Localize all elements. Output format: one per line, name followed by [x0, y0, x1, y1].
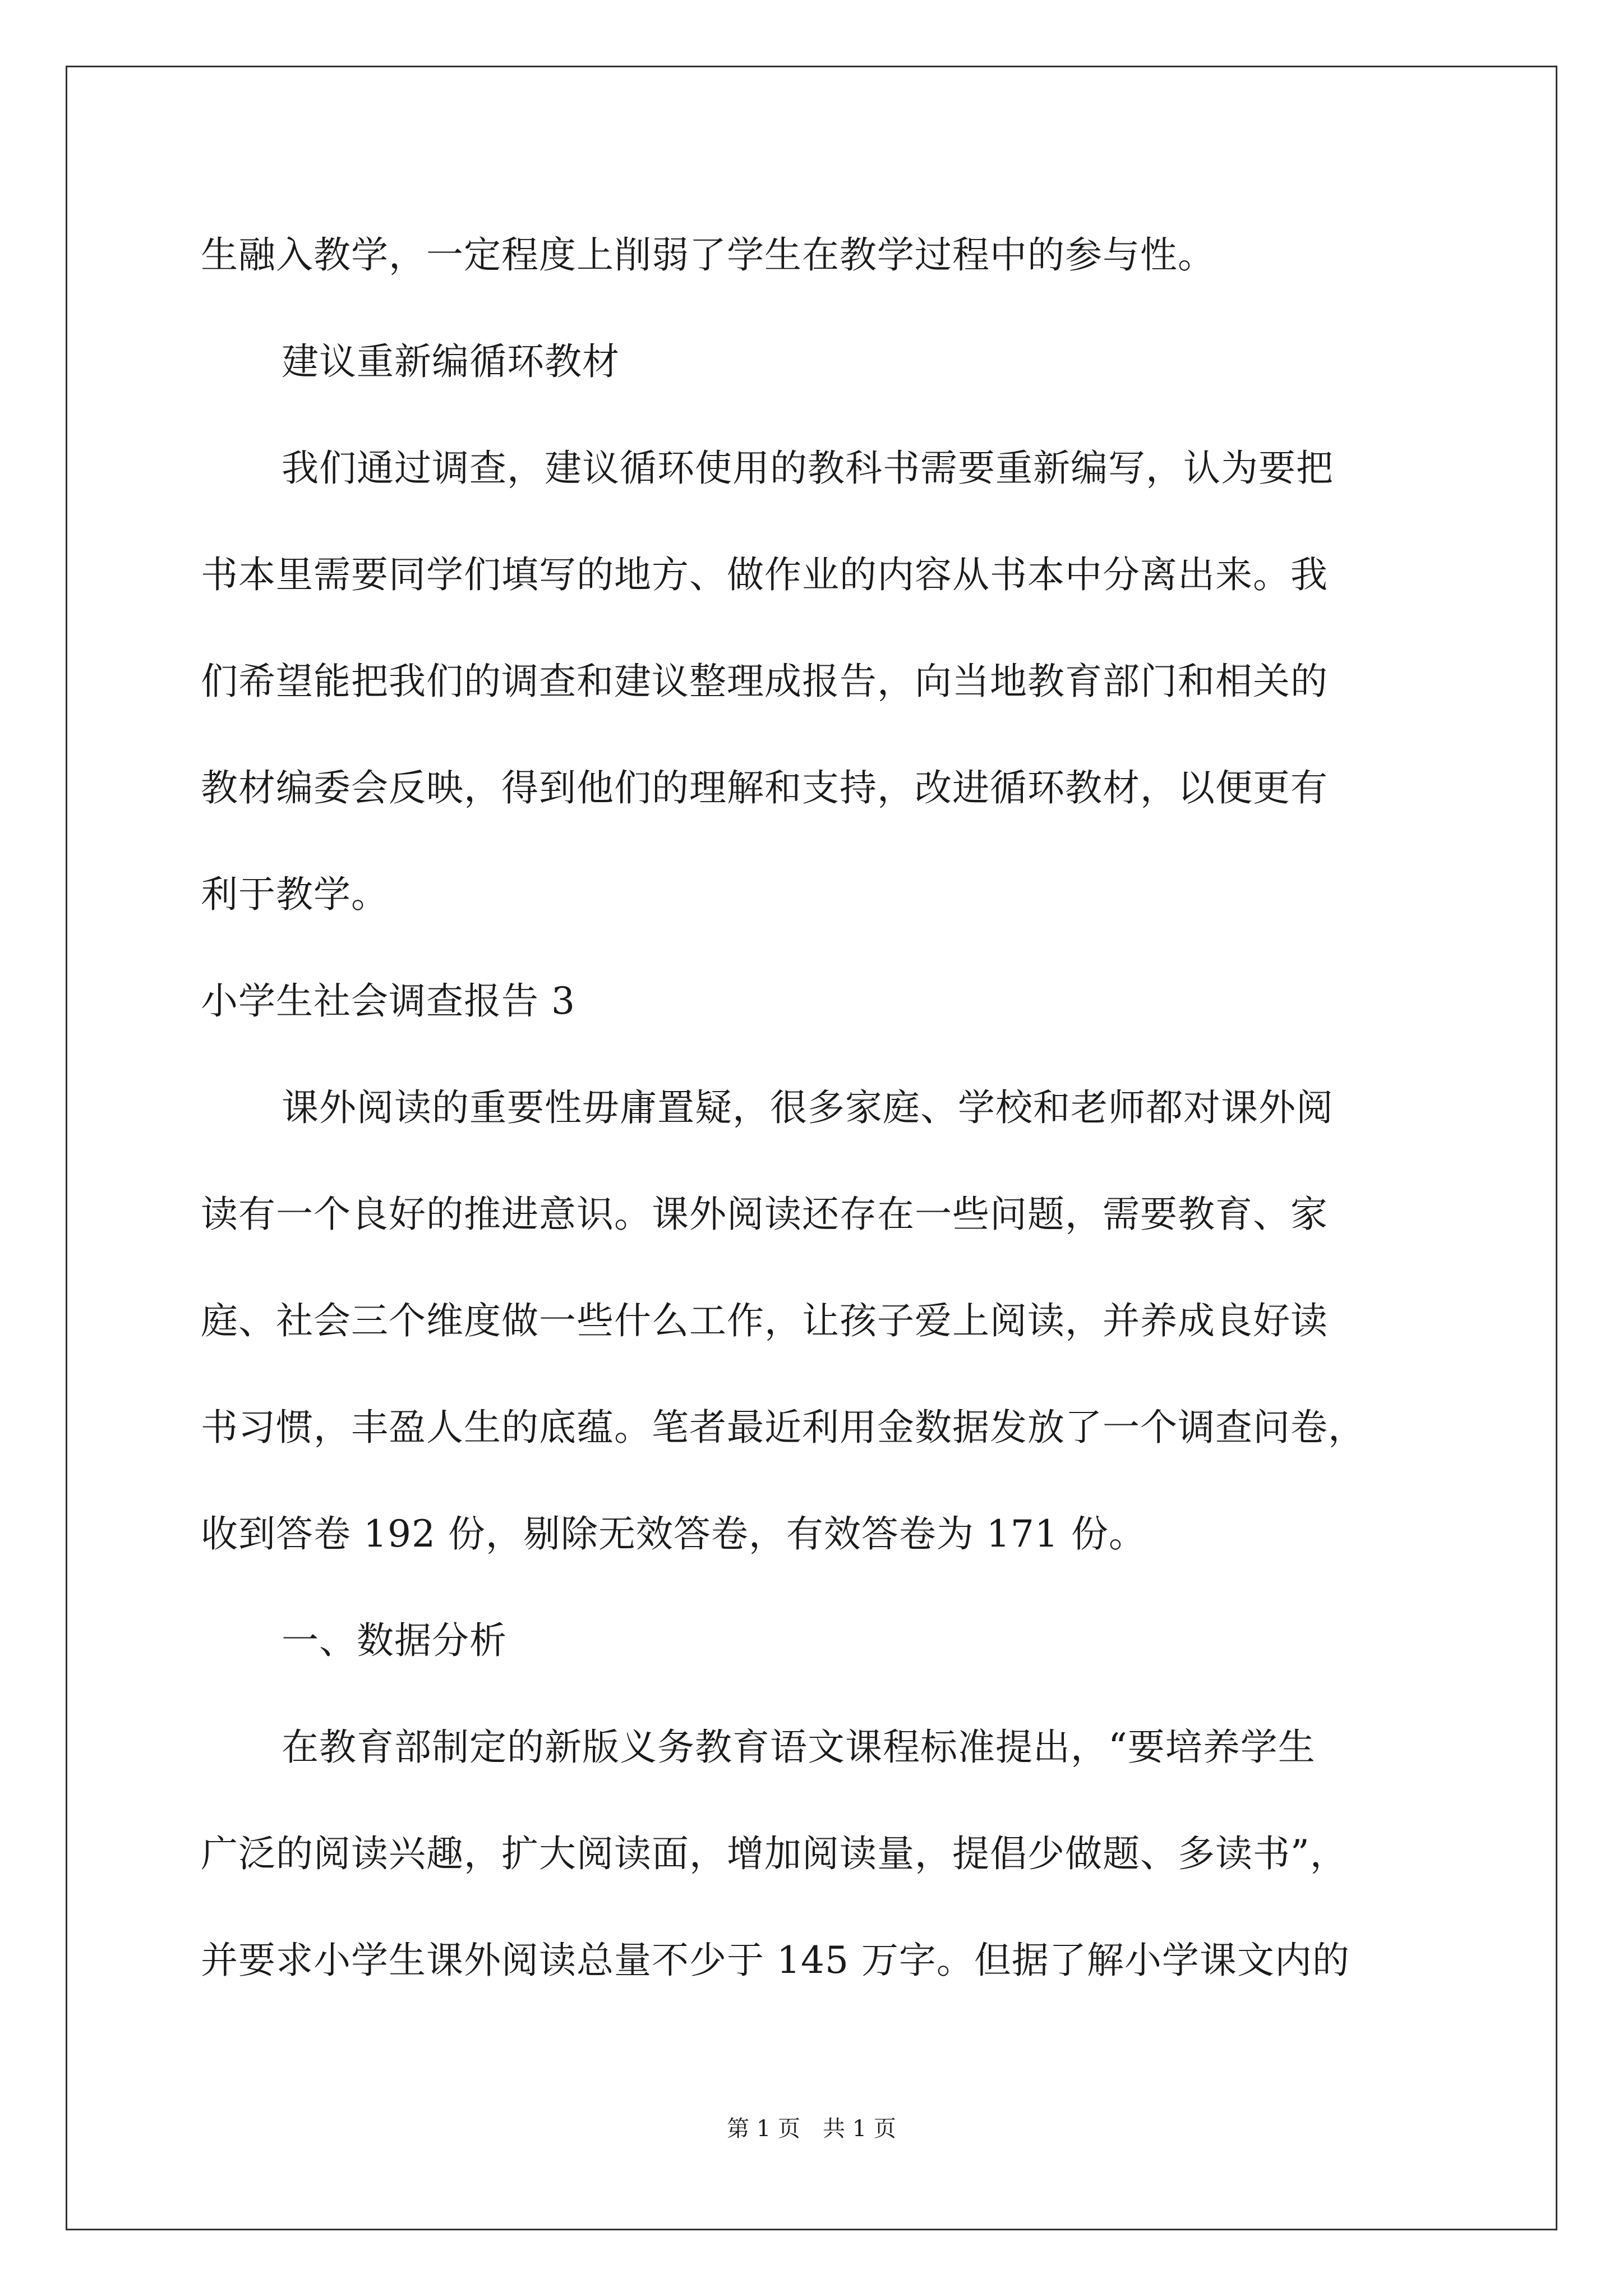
paragraph-line: 书习惯，丰盈人生的底蕴。笔者最近利用金数据发放了一个调查问卷， [201, 1406, 1366, 1449]
paragraph-line: 们希望能把我们的调查和建议整理成报告，向当地教育部门和相关的 [201, 660, 1328, 703]
page-footer: 第 1 页 共 1 页 [727, 2116, 896, 2142]
paragraph-line: 教材编委会反映，得到他们的理解和支持，改进循环教材，以便更有 [201, 766, 1328, 809]
paragraph-line: 我们通过调查，建议循环使用的教科书需要重新编写，认为要把 [282, 447, 1334, 490]
paragraph-line: 收到答卷 192 份，剔除无效答卷，有效答卷为 171 份。 [201, 1512, 1146, 1556]
paragraph-line: 生融入教学，一定程度上削弱了学生在教学过程中的参与性。 [201, 233, 1215, 277]
paragraph-line: 庭、社会三个维度做一些什么工作，让孩子爱上阅读，并养成良好读 [201, 1299, 1328, 1342]
section-heading: 建议重新编循环教材 [282, 340, 620, 383]
paragraph-line: 课外阅读的重要性毋庸置疑，很多家庭、学校和老师都对课外阅 [282, 1086, 1334, 1129]
paragraph-line: 广泛的阅读兴趣，扩大阅读面，增加阅读量，提倡少做题、多读书”， [201, 1832, 1348, 1875]
paragraph-line: 读有一个良好的推进意识。课外阅读还存在一些问题，需要教育、家 [201, 1193, 1328, 1236]
report-title: 小学生社会调查报告 3 [201, 979, 575, 1023]
paragraph-line: 在教育部制定的新版义务教育语文课程标准提出，“要培养学生 [282, 1726, 1316, 1769]
paragraph-line: 并要求小学生课外阅读总量不少于 145 万字。但据了解小学课文内的 [201, 1939, 1350, 1982]
document-body [201, 202, 1432, 2014]
paragraph-line: 书本里需要同学们填写的地方、做作业的内容从书本中分离出来。我 [201, 553, 1328, 596]
paragraph-line: 利于教学。 [201, 873, 389, 916]
section-heading: 一、数据分析 [282, 1619, 507, 1662]
